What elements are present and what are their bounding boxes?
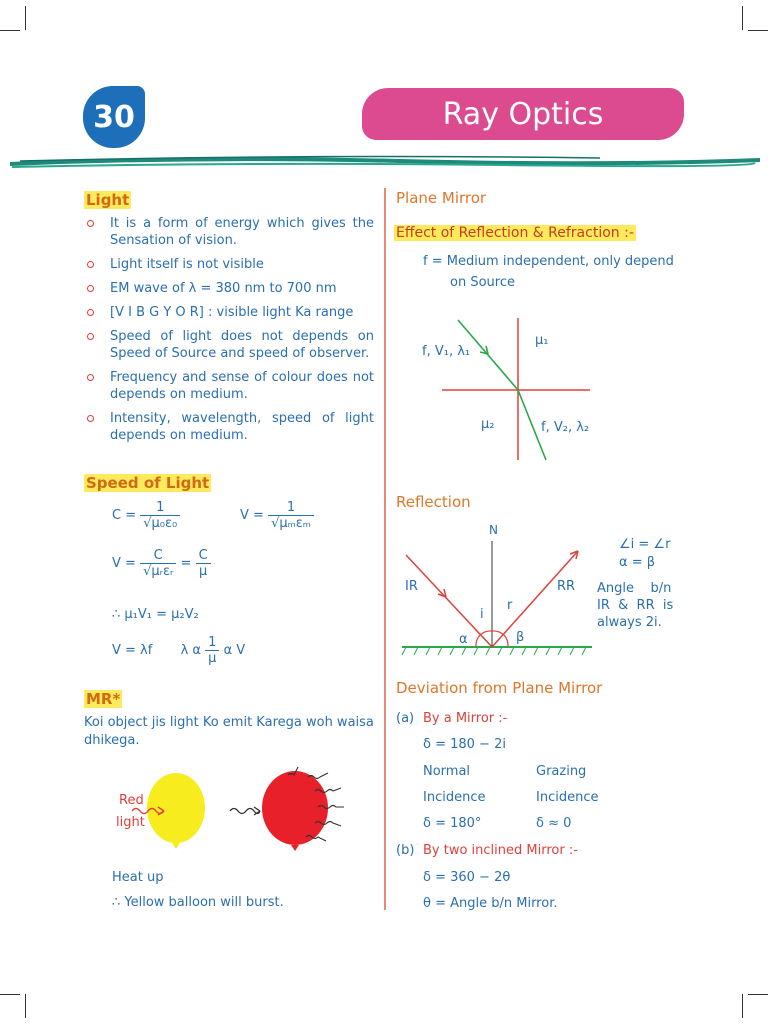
formula-v-relative: V = $\frac{C}{\text{√μᵣεᵣ}}$ = $\frac{C}{\mu}$ <box>112 548 211 579</box>
list-item: Light itself is not visible <box>84 256 374 273</box>
angle-equality: ∠i = ∠r <box>619 537 671 552</box>
normal-label-2: Incidence <box>423 790 486 805</box>
alpha-beta-equality: α = β <box>619 555 656 570</box>
column-divider <box>384 188 386 910</box>
red-light-label-1: Red <box>119 793 144 808</box>
formula-wave: V = λf λ α $\frac{1}{\mu}$ α V <box>112 635 246 666</box>
label-incident-medium: f, V₁, λ₁ <box>422 344 471 359</box>
case-b-label: (b) <box>396 843 415 858</box>
label-mu-2: μ₂ <box>481 417 495 432</box>
header-brush-line <box>0 150 768 174</box>
reflection-diagram <box>396 535 596 660</box>
burst-conclusion: ∴ Yellow balloon will burst. <box>112 895 284 910</box>
formula-c: C = $\frac{1}{\text{√μ₀ε₀}}$ <box>112 500 180 531</box>
normal-deviation: δ = 180° <box>423 816 482 831</box>
case-a-equation: δ = 180 − 2i <box>423 737 506 752</box>
reflection-heading: Reflection <box>396 493 471 511</box>
crop-mark <box>0 994 20 995</box>
grazing-deviation: δ ≈ 0 <box>536 816 572 831</box>
label-angle-r: r <box>507 598 513 613</box>
label-alpha: α <box>459 632 468 647</box>
crop-mark <box>748 994 768 995</box>
heat-up-text: Heat up <box>112 870 164 885</box>
case-a-text: By a Mirror :- <box>423 711 508 726</box>
crop-mark <box>0 30 20 31</box>
grazing-label-1: Grazing <box>536 764 587 779</box>
mr-heading: MR* <box>86 690 121 708</box>
label-normal: N <box>489 523 498 537</box>
frequency-line-1: f = Medium independent, only depend <box>423 254 674 269</box>
angle-note-3: always 2i. <box>597 615 662 630</box>
label-incident-ray: IR <box>405 579 418 594</box>
light-heading: Light <box>86 191 130 209</box>
speed-heading: Speed of Light <box>86 474 210 492</box>
light-wave-icon <box>230 807 260 815</box>
red-light-label-2: light <box>116 815 145 830</box>
theta-definition: θ = Angle b/n Mirror. <box>423 896 558 911</box>
case-b-equation: δ = 360 − 2θ <box>423 870 511 885</box>
label-reflected-ray: RR <box>557 579 576 594</box>
case-b-text: By two inclined Mirror :- <box>423 843 578 858</box>
crop-mark <box>742 994 743 1018</box>
chapter-number: 30 <box>83 86 145 148</box>
formula-v-medium: V = $\frac{1}{\text{√μₘεₘ}}$ <box>240 500 314 531</box>
formula-mu-v: ∴ μ₁V₁ = μ₂V₂ <box>112 607 199 622</box>
effect-heading: Effect of Reflection & Refraction :- <box>396 225 634 241</box>
crop-mark <box>748 30 768 31</box>
frequency-line-2: on Source <box>450 275 515 290</box>
red-balloon-icon <box>262 767 344 851</box>
grazing-label-2: Incidence <box>536 790 599 805</box>
label-beta: β <box>516 630 525 645</box>
list-item: Intensity, wavelength, speed of light depends on medium. <box>84 410 374 444</box>
label-mu-1: μ₁ <box>535 333 549 348</box>
label-refracted-medium: f, V₂, λ₂ <box>541 420 590 435</box>
plane-mirror-heading: Plane Mirror <box>396 189 487 207</box>
angle-note-2: IR & RR is <box>597 598 674 613</box>
list-item: Speed of light does not depends on Speed of Source and speed of observer. <box>84 328 374 362</box>
list-item: Frequency and sense of colour does not depends on medium. <box>84 369 374 403</box>
list-item: [V I B G Y O R] : visible light Ka range <box>84 304 374 321</box>
mr-text: Koi object jis light Ko emit Karega woh waisa dhikega. <box>84 715 374 748</box>
crop-mark <box>742 6 743 30</box>
crop-mark <box>25 6 26 30</box>
case-a-label: (a) <box>396 711 415 726</box>
chapter-title: Ray Optics <box>362 88 684 140</box>
angle-note-1: Angle b/n <box>597 581 672 596</box>
normal-label-1: Normal <box>423 764 471 779</box>
balloon-illustration <box>110 765 370 865</box>
list-item: EM wave of λ = 380 nm to 700 nm <box>84 280 374 297</box>
list-item: It is a form of energy which gives the Sensation of vision. <box>84 215 374 249</box>
label-angle-i: i <box>480 607 484 622</box>
deviation-heading: Deviation from Plane Mirror <box>396 679 603 697</box>
crop-mark <box>25 994 26 1018</box>
light-bullet-list <box>84 215 374 451</box>
